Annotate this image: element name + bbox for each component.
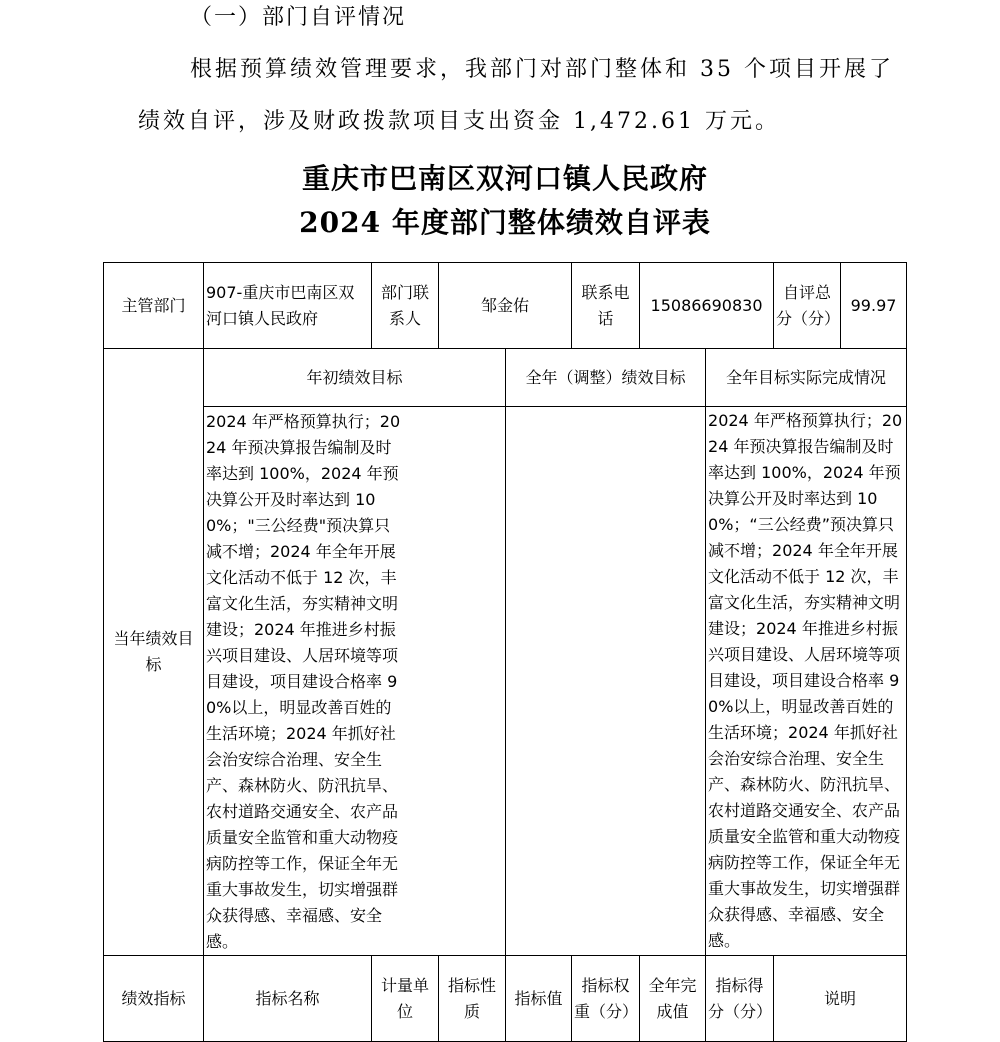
dept-value-cell: 907-重庆市巴南区双河口镇人民政府: [204, 263, 372, 349]
performance-evaluation-table: [103, 262, 907, 1042]
indicator-completed-header: 全年完成值: [640, 956, 706, 1042]
header-info-row: [104, 263, 907, 349]
goals-col-adjusted: 全年（调整）绩效目标: [506, 349, 706, 407]
contact-value-cell: 邹金佑: [439, 263, 572, 349]
intro-paragraph: 根据预算绩效管理要求，我部门对部门整体和 35 个项目开展了绩效自评，涉及财政拨款项目支出资金 1,472.61 万元。: [138, 57, 894, 134]
indicator-name-header: 指标名称: [204, 956, 372, 1042]
indicator-value-header: 指标值: [506, 956, 572, 1042]
document-title-line2: 2024 年度部门整体绩效自评表: [299, 206, 711, 239]
indicator-score-header: 指标得分（分）: [706, 956, 774, 1042]
dept-label-cell: 主管部门: [104, 263, 204, 349]
goals-adjusted-text: [506, 407, 706, 956]
goals-row-label: 当年绩效目标: [104, 349, 204, 956]
indicator-weight-header: 指标权重（分）: [572, 956, 640, 1042]
phone-label-cell: 联系电话: [572, 263, 640, 349]
goals-actual-text: 2024 年严格预算执行；2024 年预决算报告编制及时率达到 100%，2024 年预决算公开及时率达到 100%；“三公经费”预决算只减不增；2024 年全年开展文化活动不低于 12 次，丰富文化生活，夯实精神文明建设；2024 年推进乡村振兴项目建设、人居环境等项目建设，项目建设合格率 90%以上，明显改善百姓的生活环境；2024 年抓好社会治安综合治理、安全生产、森林防火、防汛抗旱、农村道路交通安全、农产品质量安全监管和重大动物疫病防控等工作，保证全年无重大事故发生，切实增强群众获得感、幸福感、安全感。: [706, 407, 907, 956]
score-cell: [774, 263, 907, 349]
score-value: 99.97: [850, 295, 897, 315]
goals-col-initial: 年初绩效目标: [204, 349, 506, 407]
score-label: 自评总分（分）: [774, 263, 841, 348]
document-title-line1: 重庆市巴南区双河口镇人民政府: [301, 162, 708, 195]
contact-label-cell: 部门联系人: [372, 263, 439, 349]
section-heading: （一）部门自评情况: [190, 5, 407, 30]
phone-value-cell: 15086690830: [640, 263, 774, 349]
goals-initial-text: 2024 年严格预算执行；2024 年预决算报告编制及时率达到 100%，2024 年预决算公开及时率达到 100%；"三公经费"预决算只减不增；2024 年全年开展文化活动不低于 12 次，丰富文化生活，夯实精神文明建设；2024 年推进乡村振兴项目建设、人居环境等项目建设，项目建设合格率 90%以上，明显改善百姓的生活环境；2024 年抓好社会治安综合治理、安全生产、森林防火、防汛抗旱、农村道路交通安全、农产品质量安全监管和重大动物疫病防控等工作，保证全年无重大事故发生，切实增强群众获得感、幸福感、安全感。: [204, 407, 506, 956]
indicators-row-label: 绩效指标: [104, 956, 204, 1042]
goals-col-actual: 全年目标实际完成情况: [706, 349, 907, 407]
indicator-unit-header: 计量单位: [372, 956, 439, 1042]
goals-header-row: [104, 349, 907, 407]
indicator-nature-header: 指标性质: [439, 956, 506, 1042]
indicators-header-row: [104, 956, 907, 1042]
indicator-note-header: 说明: [774, 956, 907, 1042]
goals-content-row: [104, 407, 907, 956]
